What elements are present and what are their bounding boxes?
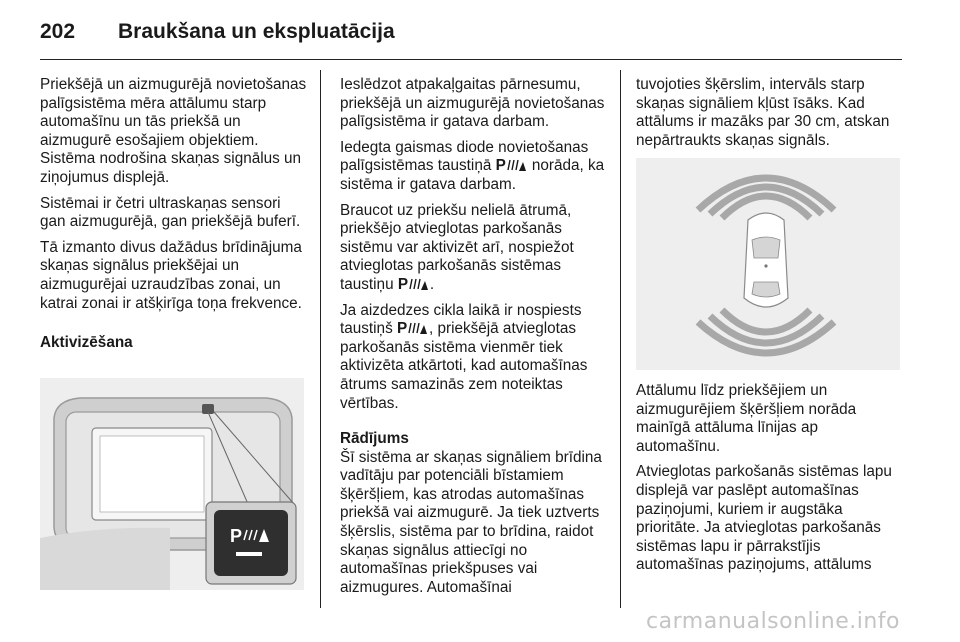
low-speed-paragraph-text-b: .	[429, 275, 435, 293]
distance-lines-paragraph: Attālumu līdz priekšējiem un aizmugurējiem šķēršļiem norāda mainīgā attāluma līnijas ap automašīnu.	[636, 382, 857, 455]
vehicle-messages-paragraph: Atvieglotas parkošanās sistēmas lapu displejā var paslēpt automašīnas paziņojumi, kuriem ir augstāka prioritāte. Ja atvieglotas parkošanās sistēmas lapu ir pārrakstījis automašīnas paziņojums, attālums	[636, 463, 892, 574]
park-symbol-letter: P	[495, 157, 506, 175]
led-paragraph-text-b: norāda, ka sistēma ir gatava darbam.	[340, 157, 605, 193]
page-number: 202	[40, 20, 76, 43]
column-3	[636, 76, 906, 157]
interval-paragraph: tuvojoties šķērslim, intervāls starp skaņas signāliem kļūst īsāks. Kad attālums ir mazāks par 30 cm, atskan nepārtraukts skaņas signāls.	[636, 76, 890, 149]
activation-heading: Aktivizēšana	[40, 334, 133, 352]
led-paragraph-text-a: Iedegta gaismas diode novietošanas palīgsistēmas taustiņā	[340, 138, 589, 175]
sensors-paragraph: Sistēmai ir četri ultraskaņas sensori gan aizmugurējā, gan priekšējā buferī.	[40, 194, 301, 231]
led-paragraph	[340, 139, 610, 195]
column-divider-2	[620, 70, 621, 608]
park-assist-symbol-icon	[398, 276, 430, 295]
indications-paragraph: Šī sistēma ar skaņas signāliem brīdina vadītāju par potenciāli bīstamiem šķēršļiem, kas atrodas automašīnas priekšā vai aizmugurē. Ja tiek uztverts šķērslis, sistēma par to brīdina, raidot skaņas signālus attiecīgi no automašīnas priekšpuses vai aizmugures. Automašīnai	[340, 448, 602, 596]
car-distance-lines-illustration	[636, 158, 900, 370]
park-assist-symbol-icon	[496, 157, 528, 176]
svg-text:P: P	[230, 526, 243, 546]
ignition-cycle-text-b: , priekšējā atvieglotas parkošanās sistēma vienmēr tiek aktivizēta atkārtoti, kad automašīnas ātrums samazinās zem noteiktas vērtības.	[340, 320, 588, 412]
low-speed-paragraph-text-a: Braucot uz priekšu nelielā ātrumā, priekšējo atvieglotas parkošanās sistēmu var aktivizēt arī, nospiežot atvieglotas parkošanās sistēmas taustiņu	[340, 201, 574, 293]
park-symbol-letter: P	[397, 275, 409, 293]
watermark: carmanualsonline.info	[646, 609, 900, 634]
page-header	[40, 18, 902, 58]
indications-heading: Rādījums	[340, 430, 409, 448]
park-assist-symbol-icon	[397, 320, 429, 339]
park-symbol-letter: P	[396, 320, 408, 338]
intro-paragraph: Priekšējā un aizmugurējā novietošanas palīgsistēma mēra attālumu starp automašīnu un tās priekšā un aizmugurē esošajiem objektiem. Sistēma nodrošina skaņas signālus un ziņojumus displejā.	[40, 76, 307, 186]
ignition-cycle-text-a: Ja aizdedzes cikla laikā ir nospiests taustiņš	[340, 301, 582, 338]
column-3-lower	[636, 382, 906, 582]
column-2	[340, 76, 610, 604]
ignition-cycle-paragraph	[340, 302, 610, 414]
low-speed-paragraph	[340, 202, 610, 295]
column-divider-1	[320, 70, 321, 608]
column-1	[40, 76, 310, 353]
reverse-gear-paragraph: Ieslēdzot atpakaļgaitas pārnesumu, priekšējā un aizmugurējā novietošanas palīgsistēma ir gatava darbam.	[340, 76, 605, 131]
dashboard-button-illustration	[40, 378, 304, 590]
header-rule	[40, 59, 902, 60]
tones-paragraph: Tā izmanto divus dažādus brīdinājuma skaņas signālus priekšējai un aizmugurējai uzraudzības zonai, un katrai zonai ir atšķirīga toņa frekvence.	[40, 238, 302, 312]
section-title: Braukšana un ekspluatācija	[118, 20, 395, 43]
